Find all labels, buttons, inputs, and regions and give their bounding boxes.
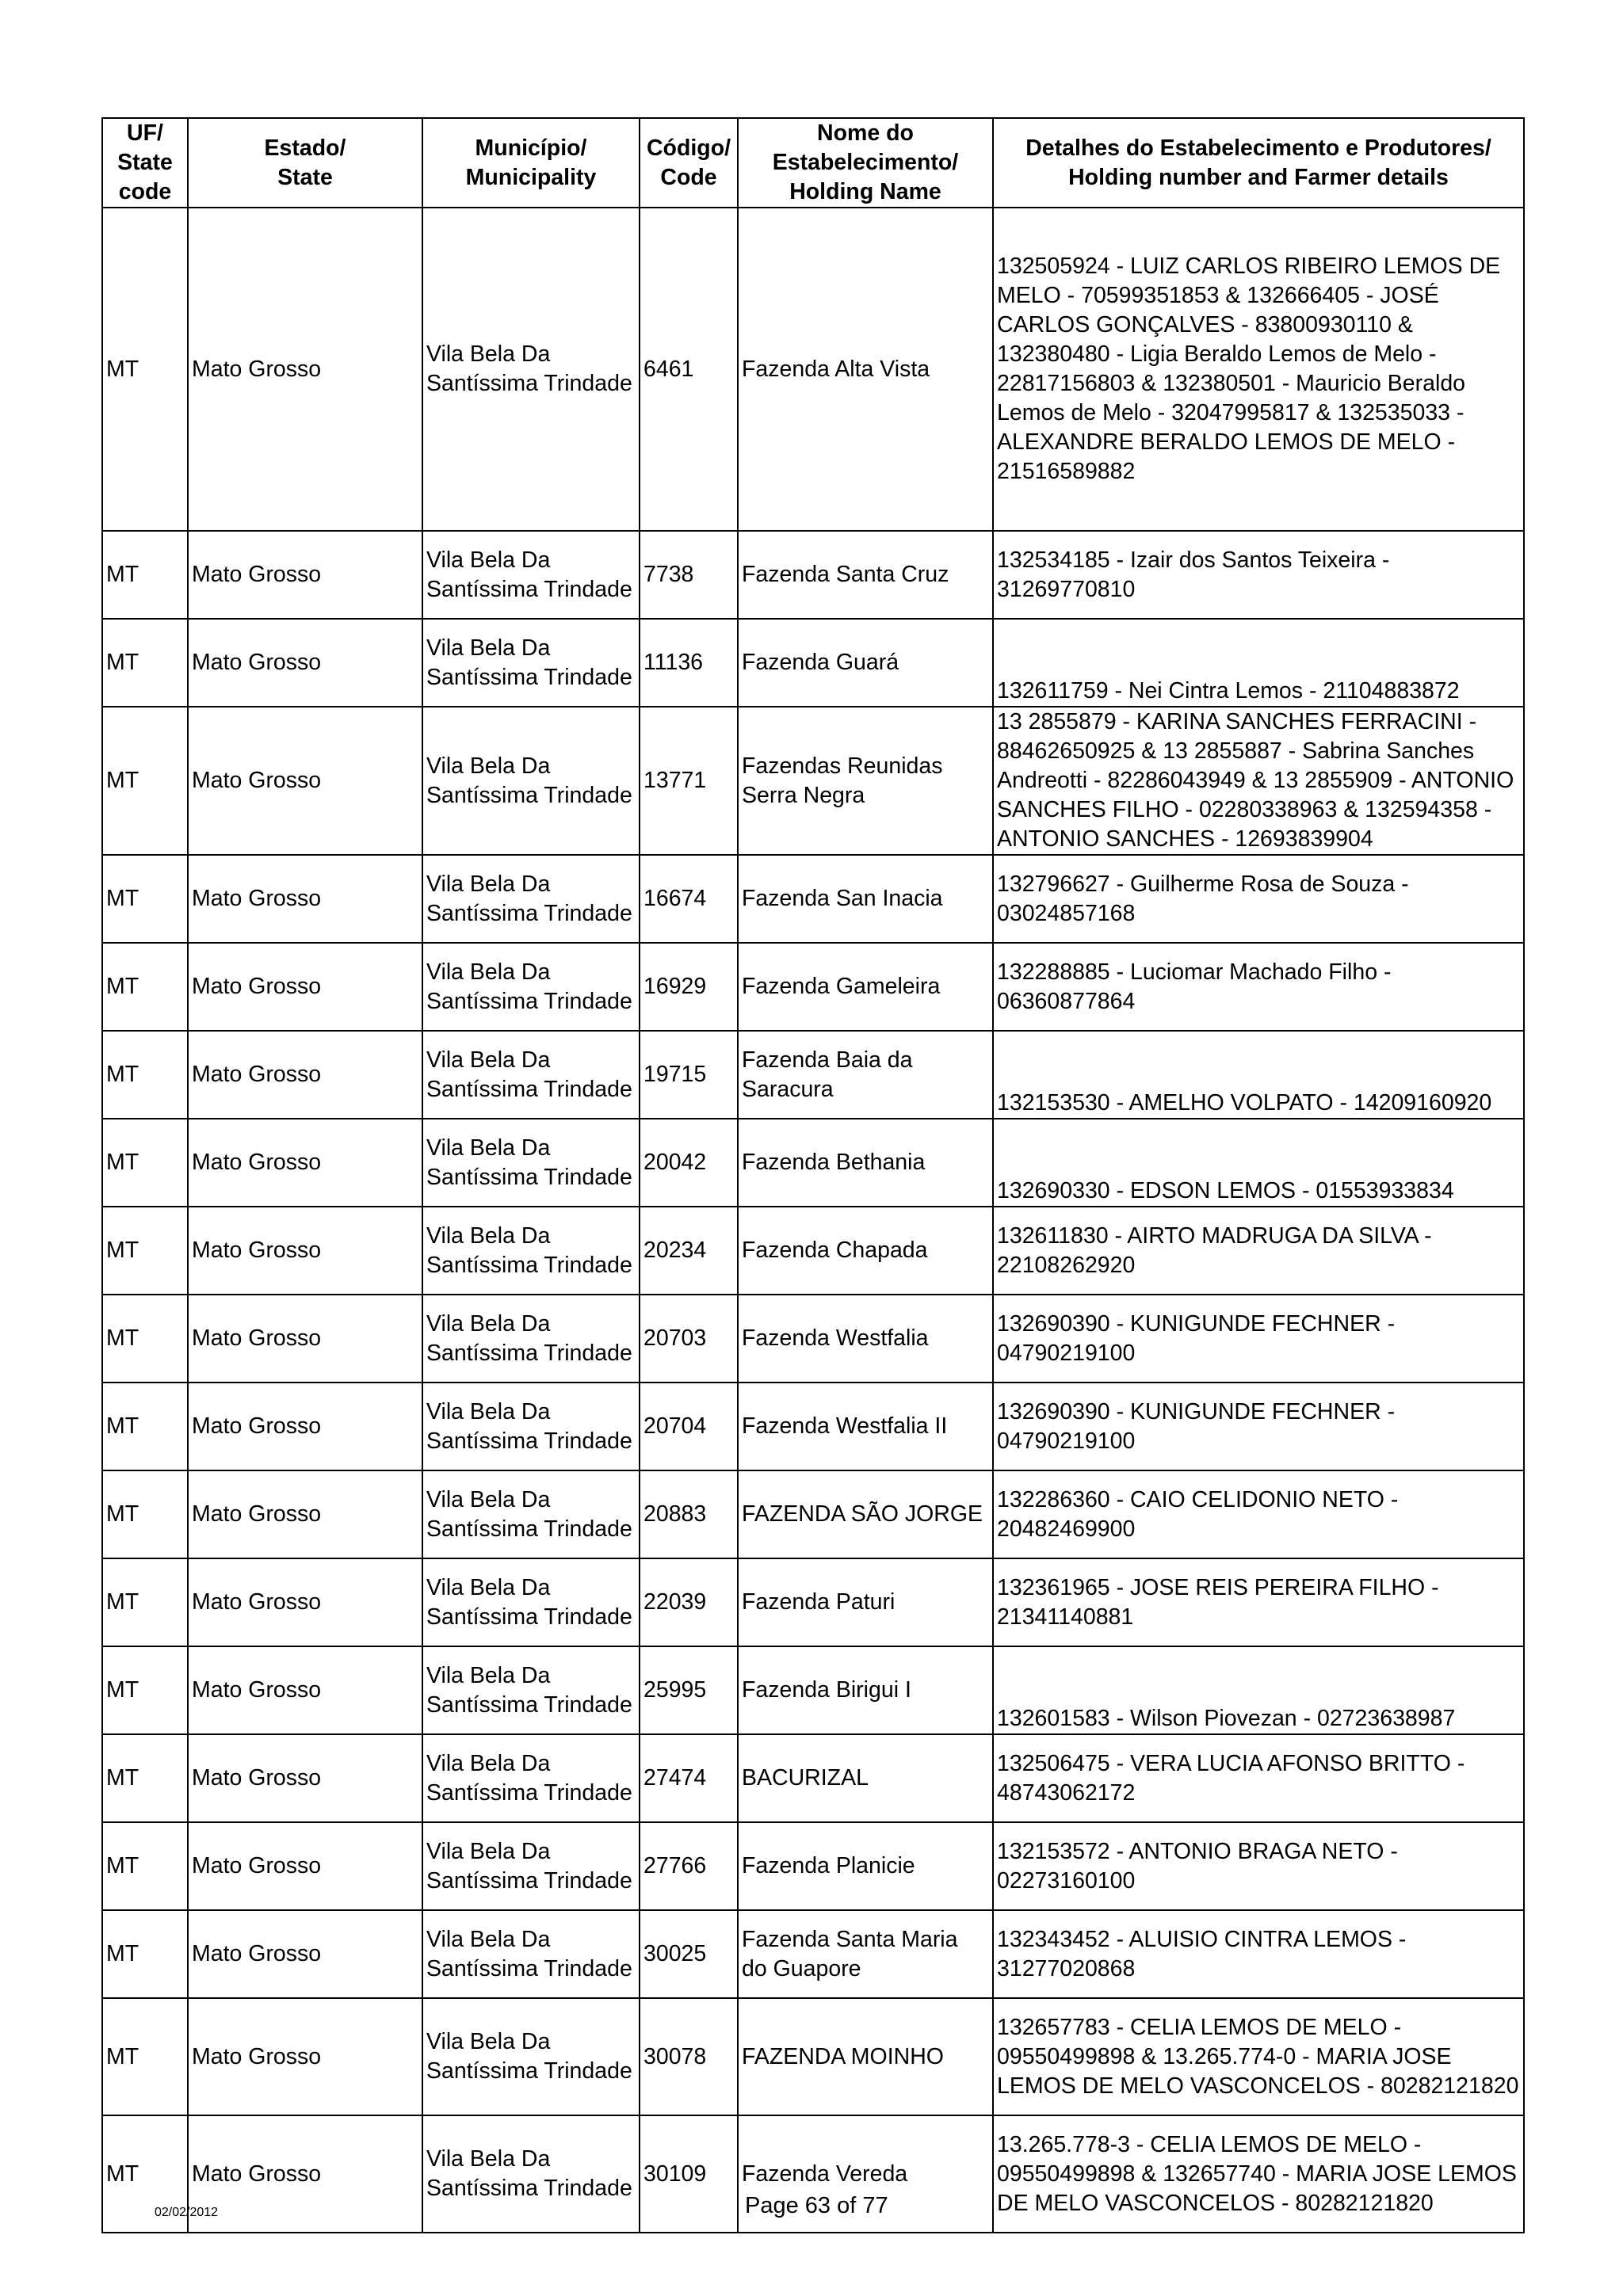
cell-estado: Mato Grosso [188, 619, 422, 707]
cell-codigo: 20234 [640, 1207, 738, 1295]
cell-estado: Mato Grosso [188, 1734, 422, 1822]
table-header-row [102, 118, 1524, 208]
cell-estado: Mato Grosso [188, 1558, 422, 1646]
cell-municipio: Vila Bela Da Santíssima Trindade [422, 1734, 640, 1822]
cell-municipio: Vila Bela Da Santíssima Trindade [422, 2115, 640, 2233]
cell-holding-name: Fazenda Baia da Saracura [738, 1031, 993, 1119]
table-row [102, 1207, 1524, 1295]
cell-holding-name: Fazenda Paturi [738, 1558, 993, 1646]
cell-codigo: 20883 [640, 1470, 738, 1558]
table-row [102, 1998, 1524, 2115]
cell-holding-details: 132506475 - VERA LUCIA AFONSO BRITTO - 48743062172 [993, 1734, 1524, 1822]
cell-estado: Mato Grosso [188, 208, 422, 531]
table-row [102, 1119, 1524, 1207]
table-row [102, 1910, 1524, 1998]
header-uf: UF/ State code [102, 118, 188, 208]
table-row [102, 943, 1524, 1031]
cell-uf: MT [102, 1558, 188, 1646]
cell-holding-name: FAZENDA SÃO JORGE [738, 1470, 993, 1558]
cell-municipio: Vila Bela Da Santíssima Trindade [422, 1119, 640, 1207]
cell-holding-details: 132153572 - ANTONIO BRAGA NETO - 02273160100 [993, 1822, 1524, 1910]
cell-estado: Mato Grosso [188, 1822, 422, 1910]
cell-codigo: 19715 [640, 1031, 738, 1119]
cell-estado: Mato Grosso [188, 707, 422, 855]
cell-uf: MT [102, 2115, 188, 2233]
cell-municipio: Vila Bela Da Santíssima Trindade [422, 1295, 640, 1383]
cell-uf: MT [102, 855, 188, 943]
cell-municipio: Vila Bela Da Santíssima Trindade [422, 855, 640, 943]
cell-estado: Mato Grosso [188, 1031, 422, 1119]
cell-holding-details: 132601583 - Wilson Piovezan - 02723638987 [993, 1646, 1524, 1734]
cell-estado: Mato Grosso [188, 1910, 422, 1998]
cell-codigo: 11136 [640, 619, 738, 707]
cell-codigo: 20704 [640, 1383, 738, 1470]
cell-uf: MT [102, 1734, 188, 1822]
header-nome: Nome do Estabelecimento/ Holding Name [738, 118, 993, 208]
cell-holding-details: 132611759 - Nei Cintra Lemos - 21104883872 [993, 619, 1524, 707]
cell-codigo: 16674 [640, 855, 738, 943]
cell-uf: MT [102, 208, 188, 531]
cell-municipio: Vila Bela Da Santíssima Trindade [422, 1207, 640, 1295]
cell-holding-name: Fazenda Guará [738, 619, 993, 707]
table-row [102, 1383, 1524, 1470]
cell-holding-name: Fazenda Birigui I [738, 1646, 993, 1734]
table-row [102, 1734, 1524, 1822]
cell-uf: MT [102, 1470, 188, 1558]
cell-codigo: 30109 [640, 2115, 738, 2233]
header-estado: Estado/ State [188, 118, 422, 208]
header-codigo: Código/ Code [640, 118, 738, 208]
cell-holding-name: BACURIZAL [738, 1734, 993, 1822]
cell-municipio: Vila Bela Da Santíssima Trindade [422, 1558, 640, 1646]
cell-holding-details: 132611830 - AIRTO MADRUGA DA SILVA - 22108262920 [993, 1207, 1524, 1295]
cell-uf: MT [102, 1998, 188, 2115]
cell-uf: MT [102, 531, 188, 619]
cell-uf: MT [102, 619, 188, 707]
cell-holding-name: Fazenda Alta Vista [738, 208, 993, 531]
cell-municipio: Vila Bela Da Santíssima Trindade [422, 1383, 640, 1470]
table-row [102, 707, 1524, 855]
cell-estado: Mato Grosso [188, 2115, 422, 2233]
cell-holding-name: Fazenda San Inacia [738, 855, 993, 943]
cell-codigo: 20042 [640, 1119, 738, 1207]
cell-holding-details: 132288885 - Luciomar Machado Filho - 06360877864 [993, 943, 1524, 1031]
cell-uf: MT [102, 943, 188, 1031]
cell-holding-details: 132343452 - ALUISIO CINTRA LEMOS - 31277020868 [993, 1910, 1524, 1998]
cell-uf: MT [102, 1295, 188, 1383]
cell-holding-name: Fazenda Gameleira [738, 943, 993, 1031]
cell-municipio: Vila Bela Da Santíssima Trindade [422, 1910, 640, 1998]
cell-codigo: 22039 [640, 1558, 738, 1646]
table-row [102, 1031, 1524, 1119]
cell-holding-name: Fazenda Westfalia [738, 1295, 993, 1383]
cell-municipio: Vila Bela Da Santíssima Trindade [422, 1822, 640, 1910]
footer-date: 02/02/2012 [155, 2206, 219, 2219]
cell-uf: MT [102, 1119, 188, 1207]
cell-estado: Mato Grosso [188, 1470, 422, 1558]
cell-estado: Mato Grosso [188, 855, 422, 943]
cell-holding-name: Fazenda Santa Maria do Guapore [738, 1910, 993, 1998]
cell-holding-name: Fazenda Vereda [738, 2115, 993, 2233]
cell-uf: MT [102, 707, 188, 855]
table-body [102, 208, 1524, 2233]
cell-holding-details: 132153530 - AMELHO VOLPATO - 14209160920 [993, 1031, 1524, 1119]
header-municipio: Município/ Municipality [422, 118, 640, 208]
cell-holding-details: 132657783 - CELIA LEMOS DE MELO - 09550499898 & 13.265.774-0 - MARIA JOSE LEMOS DE MELO VASCONCELOS - 80282121820 [993, 1998, 1524, 2115]
cell-holding-details: 132286360 - CAIO CELIDONIO NETO - 20482469900 [993, 1470, 1524, 1558]
cell-municipio: Vila Bela Da Santíssima Trindade [422, 531, 640, 619]
holdings-table [101, 117, 1525, 2233]
cell-codigo: 20703 [640, 1295, 738, 1383]
cell-holding-name: Fazendas Reunidas Serra Negra [738, 707, 993, 855]
cell-uf: MT [102, 1822, 188, 1910]
cell-estado: Mato Grosso [188, 531, 422, 619]
cell-holding-name: Fazenda Bethania [738, 1119, 993, 1207]
table-row [102, 1295, 1524, 1383]
cell-codigo: 30078 [640, 1998, 738, 2115]
cell-holding-name: Fazenda Chapada [738, 1207, 993, 1295]
cell-codigo: 27766 [640, 1822, 738, 1910]
header-detalhes: Detalhes do Estabelecimento e Produtores/ Holding number and Farmer details [993, 118, 1524, 208]
cell-holding-name: Fazenda Planicie [738, 1822, 993, 1910]
cell-holding-name: FAZENDA MOINHO [738, 1998, 993, 2115]
cell-codigo: 30025 [640, 1910, 738, 1998]
table-row [102, 1470, 1524, 1558]
cell-municipio: Vila Bela Da Santíssima Trindade [422, 707, 640, 855]
cell-holding-details: 132534185 - Izair dos Santos Teixeira - 31269770810 [993, 531, 1524, 619]
cell-estado: Mato Grosso [188, 1207, 422, 1295]
cell-municipio: Vila Bela Da Santíssima Trindade [422, 208, 640, 531]
cell-uf: MT [102, 1646, 188, 1734]
cell-codigo: 16929 [640, 943, 738, 1031]
table-row [102, 855, 1524, 943]
table-row [102, 1558, 1524, 1646]
cell-holding-details: 132505924 - LUIZ CARLOS RIBEIRO LEMOS DE MELO - 70599351853 & 132666405 - JOSÉ CARLOS GONÇALVES - 83800930110 & 132380480 - Ligia Beraldo Lemos de Melo - 22817156803 & 132380501 - Mauricio Beraldo Lemos de Melo - 32047995817 & 132535033 - ALEXANDRE BERALDO LEMOS DE MELO - 21516589882 [993, 208, 1524, 531]
table-row [102, 1822, 1524, 1910]
cell-estado: Mato Grosso [188, 1383, 422, 1470]
cell-estado: Mato Grosso [188, 1295, 422, 1383]
table-row [102, 619, 1524, 707]
cell-uf: MT [102, 1383, 188, 1470]
cell-holding-details: 132690330 - EDSON LEMOS - 01553933834 [993, 1119, 1524, 1207]
cell-holding-details: 132690390 - KUNIGUNDE FECHNER - 04790219100 [993, 1295, 1524, 1383]
cell-municipio: Vila Bela Da Santíssima Trindade [422, 1470, 640, 1558]
cell-estado: Mato Grosso [188, 1646, 422, 1734]
cell-uf: MT [102, 1910, 188, 1998]
cell-holding-details: 132361965 - JOSE REIS PEREIRA FILHO - 21341140881 [993, 1558, 1524, 1646]
cell-holding-name: Fazenda Westfalia II [738, 1383, 993, 1470]
cell-holding-details: 132690390 - KUNIGUNDE FECHNER - 04790219100 [993, 1383, 1524, 1470]
cell-municipio: Vila Bela Da Santíssima Trindade [422, 943, 640, 1031]
cell-municipio: Vila Bela Da Santíssima Trindade [422, 1998, 640, 2115]
cell-estado: Mato Grosso [188, 1119, 422, 1207]
cell-municipio: Vila Bela Da Santíssima Trindade [422, 1646, 640, 1734]
cell-holding-name: Fazenda Santa Cruz [738, 531, 993, 619]
cell-codigo: 13771 [640, 707, 738, 855]
table-row [102, 531, 1524, 619]
cell-holding-details: 13 2855879 - KARINA SANCHES FERRACINI - 88462650925 & 13 2855887 - Sabrina Sanches Andreotti - 82286043949 & 13 2855909 - ANTONIO SANCHES FILHO - 02280338963 & 132594358 - ANTONIO SANCHES - 12693839904 [993, 707, 1524, 855]
cell-municipio: Vila Bela Da Santíssima Trindade [422, 1031, 640, 1119]
cell-holding-details: 13.265.778-3 - CELIA LEMOS DE MELO - 09550499898 & 132657740 - MARIA JOSE LEMOS DE MELO VASCONCELOS - 80282121820 [993, 2115, 1524, 2233]
cell-estado: Mato Grosso [188, 1998, 422, 2115]
cell-codigo: 6461 [640, 208, 738, 531]
cell-codigo: 25995 [640, 1646, 738, 1734]
cell-holding-details: 132796627 - Guilherme Rosa de Souza - 03024857168 [993, 855, 1524, 943]
cell-uf: MT [102, 1207, 188, 1295]
cell-codigo: 27474 [640, 1734, 738, 1822]
table-row [102, 1646, 1524, 1734]
cell-uf: MT [102, 1031, 188, 1119]
page-number: Page 63 of 77 [745, 2193, 888, 2218]
cell-codigo: 7738 [640, 531, 738, 619]
cell-estado: Mato Grosso [188, 943, 422, 1031]
table-row [102, 208, 1524, 531]
cell-municipio: Vila Bela Da Santíssima Trindade [422, 619, 640, 707]
